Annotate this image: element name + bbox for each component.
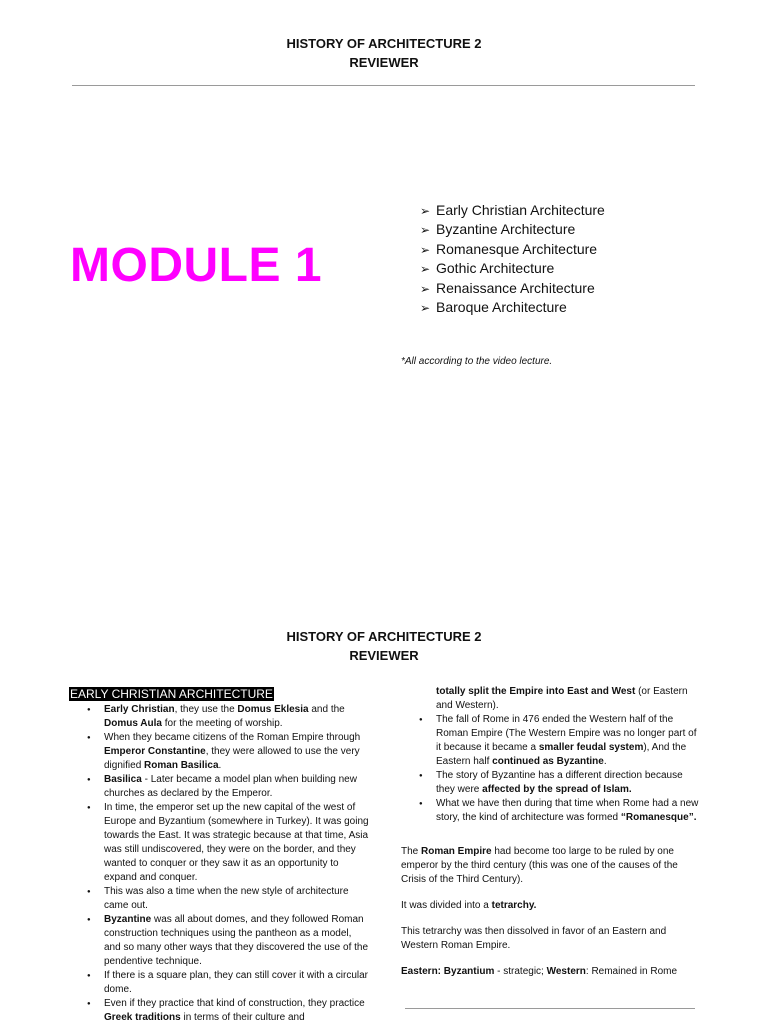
section-title: EARLY CHRISTIAN ARCHITECTURE bbox=[70, 687, 273, 701]
paragraph: The Roman Empire had become too large to be ruled by one emperor by the third century (this was one of the causes of the Crisis of the Third Century). bbox=[401, 846, 678, 885]
page2-header-subtitle: REVIEWER bbox=[349, 648, 419, 663]
list-item: ● Byzantine was all about domes, and they followed Roman construction techniques using the pantheon as a model, and so many other ways that they discovered the use of the pendentive technique. bbox=[69, 913, 369, 969]
page1-header-subtitle: REVIEWER bbox=[349, 55, 419, 70]
page2-footer-rule bbox=[405, 1008, 695, 1009]
list-item: ● What we have then during that time when Rome had a new story, the kind of architecture was formed “Romanesque”. bbox=[401, 797, 701, 825]
topic-label: Renaissance Architecture bbox=[436, 279, 595, 296]
topic-label: Early Christian Architecture bbox=[436, 202, 605, 218]
list-item: ● When they became citizens of the Roman Empire through Emperor Constantine, they were allowed to use the very dignified Roman Basilica. bbox=[69, 731, 369, 773]
topic-label: Byzantine Architecture bbox=[436, 221, 576, 238]
left-column bbox=[69, 687, 369, 1025]
topic-item bbox=[420, 298, 605, 317]
module-topic-list bbox=[420, 201, 605, 317]
topic-label: Romanesque Architecture bbox=[436, 240, 598, 257]
arrow-bullet-icon: ➢ bbox=[420, 300, 431, 315]
lecture-note: *All according to the video lecture. bbox=[401, 356, 553, 367]
paragraph: Eastern: Byzantium - strategic; Western: Remained in Rome bbox=[401, 966, 678, 977]
page1-header-title: HISTORY OF ARCHITECTURE 2 bbox=[286, 36, 482, 51]
early-christian-bullets bbox=[69, 703, 369, 1025]
topic-label: Gothic Architecture bbox=[436, 260, 555, 277]
right-column bbox=[401, 685, 701, 979]
page1-header-rule bbox=[72, 85, 695, 86]
topic-item bbox=[420, 220, 605, 239]
arrow-bullet-icon: ➢ bbox=[420, 204, 431, 218]
continued-text: totally split the Empire into East and West (or Eastern and Western). bbox=[436, 686, 688, 711]
topic-item bbox=[420, 240, 605, 259]
list-item: ● Basilica - Later became a model plan when building new churches as declared by the Emperor. bbox=[69, 773, 369, 801]
topic-label: Baroque Architecture bbox=[436, 298, 567, 315]
page2-header-title: HISTORY OF ARCHITECTURE 2 bbox=[286, 629, 482, 644]
arrow-bullet-icon: ➢ bbox=[420, 281, 431, 296]
arrow-bullet-icon: ➢ bbox=[420, 242, 431, 257]
paragraph: It was divided into a tetrarchy. bbox=[401, 900, 537, 911]
list-item: ● The story of Byzantine has a different direction because they were affected by the spread of Islam. bbox=[401, 769, 701, 797]
list-item: ● Even if they practice that kind of construction, they practice Greek traditions in terms of their culture and bbox=[69, 997, 369, 1025]
list-item: ● This was also a time when the new style of architecture came out. bbox=[69, 885, 369, 913]
list-item: ● The fall of Rome in 476 ended the Western half of the Roman Empire (The Western Empire was no longer part of it because it became a smaller feudal system), And the Eastern half continued as Byzantine. bbox=[401, 713, 701, 769]
arrow-bullet-icon: ➢ bbox=[420, 223, 431, 238]
page1-header bbox=[0, 34, 768, 72]
module-title: MODULE 1 bbox=[70, 239, 323, 292]
list-item: ● If there is a square plan, they can still cover it with a circular dome. bbox=[69, 969, 369, 997]
page2-header bbox=[0, 627, 768, 665]
byzantine-bullets bbox=[401, 713, 701, 825]
topic-item bbox=[420, 279, 605, 298]
paragraph: This tetrarchy was then dissolved in favor of an Eastern and Western Roman Empire. bbox=[401, 926, 667, 951]
list-item: ● Early Christian, they use the Domus Eklesia and the Domus Aula for the meeting of worship. bbox=[69, 703, 369, 731]
topic-item bbox=[420, 259, 605, 278]
list-item: ● In time, the emperor set up the new capital of the west of Europe and Byzantium (somewhere in Turkey). It was going towards the East. It was strategic because at that time, Asia was still undiscovered, they were on the border, and they wanted to conquer or they saw it as an opportunity to expand and conquer. bbox=[69, 801, 369, 885]
arrow-bullet-icon: ➢ bbox=[420, 262, 431, 277]
topic-item bbox=[420, 201, 605, 220]
